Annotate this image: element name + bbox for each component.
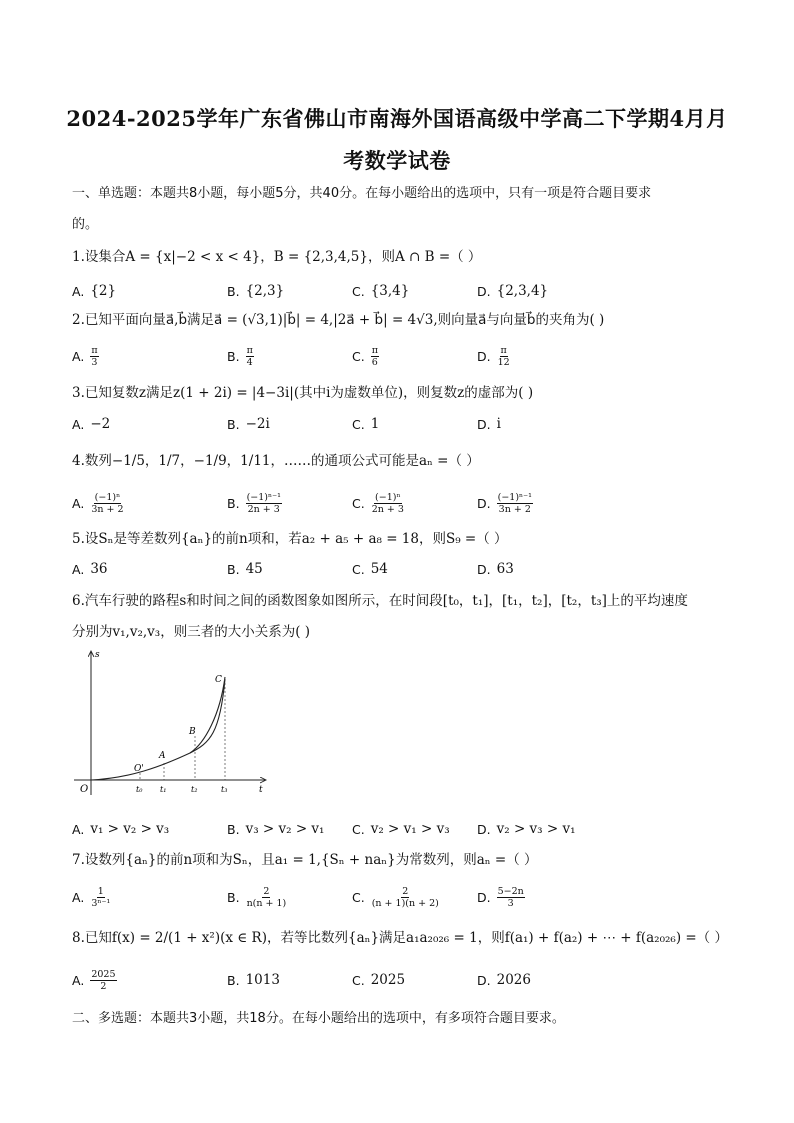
curve [91,679,225,780]
x-axis-label: t [259,785,263,795]
q3-option-b: B. −2i [227,416,270,432]
q1-option-d: D. {2,3,4} [477,283,549,299]
q4-option-a: A. $\frac{\text{(−1)ⁿ}}{3n + 2}$ [72,491,124,515]
q2-option-d: D. $\frac{\pi}{12}$ [477,344,510,368]
q8-option-b: B. 1013 [227,972,280,988]
tick-t3: t₃ [221,785,228,794]
q7-option-c: C. $\frac{2}{(n + 1)(n + 2)}$ [352,885,439,909]
exam-title-line2: 考数学试卷 [343,148,451,173]
q4-option-d: D. $\frac{\text{(−1)ⁿ⁻¹}}{3n + 2}$ [477,491,532,515]
q7-option-d: D. $\frac{5-2n}{3}$ [477,885,524,909]
q1-stem: 1.设集合A = {x|−2 < x < 4}，B = {2,3,4,5}，则A ∩ B =（ ） [72,249,482,265]
q5-option-c: C. 54 [352,561,388,577]
q6-options [72,816,732,842]
q7-stem: 7.设数列{aₙ}的前n项和为Sₙ，且a₁ = 1,{Sₙ + naₙ}为常数列，则aₙ =（ ） [72,852,538,868]
q6-stem-cont: 分别为v₁,v₂,v₃，则三者的大小关系为( ) [72,624,311,640]
q3-options [72,411,732,437]
q1-option-c: C. {3,4} [352,283,410,299]
q5-options [72,556,732,582]
q3-stem: 3.已知复数z满足z(1 + 2i) = |4−3i|(其中i为虚数单位)，则复数z的虚部为( ) [72,385,534,401]
origin-label: O [80,784,89,795]
q5-option-a: A. 36 [72,561,108,577]
q2-option-b: B. $\frac{\pi}{4}$ [227,344,253,368]
q4-option-b: B. $\frac{\text{(−1)ⁿ⁻¹}}{2n + 3}$ [227,491,281,515]
y-axis-label: s [95,650,100,660]
q2-options [72,343,732,369]
tick-t2: t₂ [191,785,198,794]
q4-stem: 4.数列−1/5，1/7，−1/9，1/11，……的通项公式可能是aₙ =（ ） [72,453,480,469]
q1-options [72,278,732,304]
q6-option-c: C. v₂ > v₁ > v₃ [352,821,450,837]
q5-option-b: B. 45 [227,561,263,577]
q2-option-a: A. $\frac{\pi}{3}$ [72,344,98,368]
q7-options [72,884,732,910]
q1-option-b: B. {2,3} [227,283,285,299]
tick-t1: t₁ [160,785,167,794]
q3-option-d: D. i [477,416,501,432]
q6-option-a: A. v₁ > v₂ > v₃ [72,821,170,837]
point-O-prime: O' [134,764,144,774]
q2-stem: 2.已知平面向量a⃗,b⃗满足a⃗ = (√3,1)|b⃗| = 4,|2a⃗ + b⃗| = 4√3,则向量a⃗与向量b⃗的夹角为( ) [72,312,605,328]
section1-heading: 一、单选题：本题共8小题，每小题5分，共40分。在每小题给出的选项中，只有一项是符合题目要求 [72,186,652,201]
q8-option-c: C. 2025 [352,972,406,988]
q3-option-c: C. 1 [352,416,380,432]
q8-stem: 8.已知f(x) = 2/(1 + x²)(x ∈ R)，若等比数列{aₙ}满足a₁a₂₀₂₆ = 1，则f(a₁) + f(a₂) + ⋯ + f(a₂₀₂₆) =（ ） [72,930,728,946]
section2-heading: 二、多选题：本题共3小题，共18分。在每小题给出的选项中，有多项符合题目要求。 [72,1011,565,1026]
q1-option-a: A. {2} [72,283,117,299]
point-A: A [159,751,166,761]
q7-option-a: A. $\frac{1}{\text{3ⁿ⁻¹}}$ [72,885,111,909]
point-B: B [189,727,196,737]
point-C: C [215,675,222,685]
tick-t0: t₀ [136,785,143,794]
q6-option-b: B. v₃ > v₂ > v₁ [227,821,325,837]
q5-stem: 5.设Sₙ是等差数列{aₙ}的前n项和，若a₂ + a₅ + a₈ = 18，则S₉ =（ ） [72,531,508,547]
q4-options [72,490,732,516]
q5-option-d: D. 63 [477,561,514,577]
q8-options [72,967,732,993]
distance-time-graph [70,645,280,800]
exam-title-line1: 2024-2025学年广东省佛山市南海外国语高级中学高二下学期4月月 [66,106,728,131]
q6-stem: 6.汽车行驶的路程s和时间之间的函数图象如图所示，在时间段[t₀，t₁]，[t₁，t₂]，[t₂，t₃]上的平均速度 [72,593,688,609]
section1-heading-cont: 的。 [72,217,99,232]
q8-option-a: A. $\frac{2025}{2}$ [72,968,116,992]
q2-option-c: C. $\frac{\pi}{6}$ [352,344,378,368]
q8-option-d: D. 2026 [477,972,531,988]
q4-option-c: C. $\frac{\text{(−1)ⁿ}}{2n + 3}$ [352,491,404,515]
q3-option-a: A. −2 [72,416,111,432]
q6-option-d: D. v₂ > v₃ > v₁ [477,821,576,837]
q7-option-b: B. $\frac{2}{n(n + 1)}$ [227,885,287,909]
